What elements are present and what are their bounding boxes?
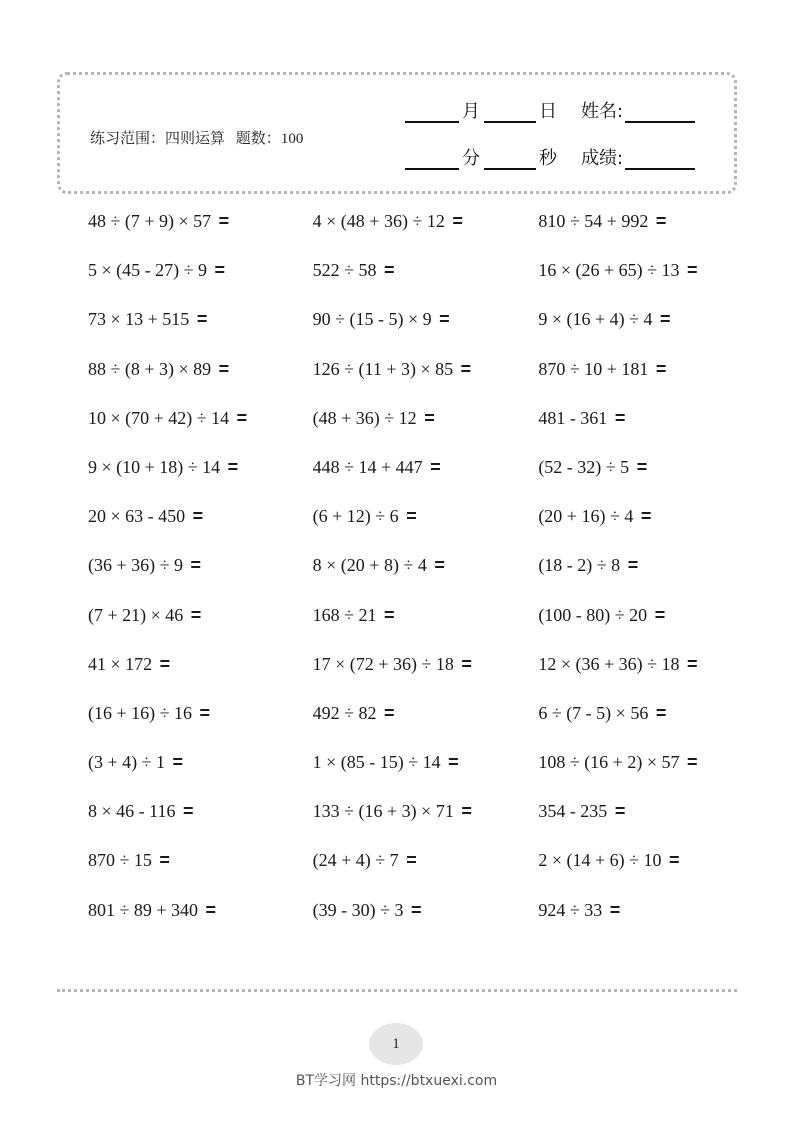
equals-sign: = — [214, 260, 226, 281]
problem-row — [88, 355, 738, 404]
problem-row — [88, 748, 738, 797]
equals-sign: = — [236, 407, 248, 428]
math-problem — [88, 846, 313, 874]
math-problem — [538, 896, 738, 924]
equals-sign: = — [430, 456, 441, 477]
problem-expression: 9 × (16 + 4) ÷ 4 — [538, 309, 653, 330]
problem-row — [88, 207, 738, 256]
math-problem — [88, 699, 313, 727]
equals-sign: = — [434, 555, 445, 576]
problem-expression: 20 × 63 - 450 — [88, 506, 186, 527]
equals-sign: = — [461, 801, 472, 822]
minute-unit: 分 — [462, 148, 480, 169]
site-text: BT学习网 https://btxuexi.com — [295, 1073, 498, 1089]
math-problem — [88, 453, 313, 481]
site-footer — [0, 1070, 793, 1090]
equals-sign: = — [627, 555, 639, 576]
equals-sign: = — [659, 309, 671, 330]
problem-expression: (3 + 4) ÷ 1 — [88, 752, 166, 773]
problem-expression: 108 ÷ (16 + 2) × 57 — [538, 752, 680, 773]
math-problem — [313, 305, 539, 333]
math-problem — [313, 551, 539, 579]
equals-sign: = — [655, 358, 667, 379]
equals-sign: = — [190, 604, 202, 625]
problem-row — [88, 502, 738, 551]
problem-expression: 492 ÷ 82 — [312, 702, 377, 723]
problem-expression: 168 ÷ 21 — [312, 604, 377, 625]
month-blank[interactable] — [405, 103, 459, 123]
problem-expression: (20 + 16) ÷ 4 — [538, 506, 634, 527]
equals-sign: = — [411, 899, 422, 920]
math-problem — [88, 256, 313, 284]
problem-expression: 73 × 13 + 515 — [88, 309, 190, 330]
equals-sign: = — [655, 702, 667, 723]
problem-expression: 8 × (20 + 8) ÷ 4 — [312, 555, 427, 576]
equals-sign: = — [654, 604, 666, 625]
equals-sign: = — [190, 555, 202, 576]
problem-expression: (7 + 21) × 46 — [88, 604, 184, 625]
score-blank[interactable] — [625, 150, 695, 170]
math-problem — [88, 305, 313, 333]
second-blank[interactable] — [484, 150, 536, 170]
problem-expression: 12 × (36 + 36) ÷ 18 — [538, 653, 680, 674]
math-problem — [313, 699, 539, 727]
problem-expression: (100 - 80) ÷ 20 — [538, 604, 648, 625]
equals-sign: = — [636, 456, 648, 477]
name-label: 姓名: — [581, 101, 624, 122]
equals-sign: = — [448, 752, 459, 773]
problem-expression: 133 ÷ (16 + 3) × 71 — [312, 801, 454, 822]
time-score-row — [405, 144, 725, 170]
score-label: 成绩: — [581, 148, 624, 169]
problem-expression: 2 × (14 + 6) ÷ 10 — [538, 850, 662, 871]
problem-expression: (16 + 16) ÷ 16 — [88, 702, 193, 723]
problem-expression: 1 × (85 - 15) ÷ 14 — [312, 752, 441, 773]
equals-sign: = — [439, 309, 450, 330]
problem-expression: 16 × (26 + 65) ÷ 13 — [538, 260, 680, 281]
math-problem — [538, 453, 738, 481]
problem-expression: 448 ÷ 14 + 447 — [312, 456, 423, 477]
problem-row — [88, 797, 738, 846]
math-problem — [313, 748, 539, 776]
month-unit: 月 — [462, 101, 480, 122]
equals-sign: = — [686, 752, 698, 773]
problem-expression: 354 - 235 — [538, 801, 608, 822]
math-problem — [313, 404, 539, 432]
problem-row — [88, 896, 738, 945]
practice-scope — [90, 127, 303, 148]
equals-sign: = — [655, 211, 667, 231]
problem-expression: 9 × (10 + 18) ÷ 14 — [88, 456, 221, 477]
problem-expression: (36 + 36) ÷ 9 — [88, 555, 184, 576]
problem-expression: 870 ÷ 15 — [88, 850, 152, 871]
problem-expression: 5 × (45 - 27) ÷ 9 — [88, 260, 208, 281]
math-problem — [538, 699, 738, 727]
math-problem — [313, 355, 539, 383]
problem-expression: 48 ÷ (7 + 9) × 57 — [88, 211, 212, 231]
equals-sign: = — [199, 702, 211, 723]
math-problem — [538, 256, 738, 284]
equals-sign: = — [406, 850, 417, 871]
math-problem — [313, 453, 539, 481]
math-problem — [88, 896, 313, 924]
math-problem — [538, 355, 738, 383]
problem-expression: (52 - 32) ÷ 5 — [538, 456, 630, 477]
equals-sign: = — [686, 653, 698, 674]
problem-row — [88, 846, 738, 895]
equals-sign: = — [609, 899, 621, 920]
math-problem — [538, 846, 738, 874]
problem-row — [88, 650, 738, 699]
equals-sign: = — [686, 260, 698, 281]
equals-sign: = — [218, 211, 230, 231]
equals-sign: = — [182, 801, 194, 822]
equals-sign: = — [159, 850, 170, 871]
day-unit: 日 — [539, 101, 557, 122]
problem-grid — [88, 207, 738, 945]
problem-expression: 126 ÷ (11 + 3) × 85 — [312, 358, 454, 379]
problem-expression: 924 ÷ 33 — [538, 899, 603, 920]
bottom-divider — [57, 989, 737, 992]
minute-blank[interactable] — [405, 150, 459, 170]
problem-expression: (24 + 4) ÷ 7 — [312, 850, 399, 871]
second-unit: 秒 — [539, 148, 557, 169]
equals-sign: = — [424, 407, 435, 428]
math-problem — [88, 748, 313, 776]
problem-expression: 90 ÷ (15 - 5) × 9 — [312, 309, 432, 330]
math-problem — [538, 601, 738, 629]
equals-sign: = — [460, 358, 472, 379]
math-problem — [88, 355, 313, 383]
math-problem — [538, 797, 738, 825]
math-problem — [538, 305, 738, 333]
problem-expression: 801 ÷ 89 + 340 — [88, 899, 199, 920]
math-problem — [313, 797, 539, 825]
problem-row — [88, 404, 738, 453]
problem-expression: 870 ÷ 10 + 181 — [538, 358, 649, 379]
count-label: 题数： — [235, 129, 281, 147]
math-problem — [538, 404, 738, 432]
equals-sign: = — [205, 899, 217, 920]
equals-sign: = — [218, 358, 230, 379]
math-problem — [88, 207, 313, 235]
problem-expression: 88 ÷ (8 + 3) × 89 — [88, 358, 212, 379]
problem-expression: (18 - 2) ÷ 8 — [538, 555, 621, 576]
problem-expression: 17 × (72 + 36) ÷ 18 — [312, 653, 454, 674]
math-problem — [313, 896, 539, 924]
math-problem — [88, 650, 313, 678]
equals-sign: = — [159, 653, 171, 674]
equals-sign: = — [227, 456, 239, 477]
problem-expression: 4 × (48 + 36) ÷ 12 — [312, 211, 445, 231]
equals-sign: = — [384, 260, 395, 281]
equals-sign: = — [640, 506, 652, 527]
math-problem — [88, 551, 313, 579]
problem-expression: 810 ÷ 54 + 992 — [538, 211, 649, 231]
problem-expression: (48 + 36) ÷ 12 — [312, 407, 417, 428]
equals-sign: = — [196, 309, 208, 330]
count-value: 100 — [280, 131, 304, 147]
equals-sign: = — [384, 702, 395, 723]
problem-row — [88, 699, 738, 748]
equals-sign: = — [406, 506, 417, 527]
math-problem — [313, 650, 539, 678]
math-problem — [538, 207, 738, 235]
date-name-row — [405, 97, 725, 123]
equals-sign: = — [172, 752, 184, 773]
problem-row — [88, 256, 738, 305]
math-problem — [313, 502, 539, 530]
problem-row — [88, 601, 738, 650]
worksheet-header — [57, 72, 737, 194]
math-problem — [538, 748, 738, 776]
math-problem — [313, 207, 539, 235]
problem-expression: (39 - 30) ÷ 3 — [312, 899, 404, 920]
math-problem — [538, 502, 738, 530]
math-problem — [313, 846, 539, 874]
page-number: 1 — [392, 1035, 400, 1052]
equals-sign: = — [192, 506, 204, 527]
student-info-fields — [405, 97, 725, 191]
page-number-badge — [369, 1023, 423, 1065]
problem-row — [88, 551, 738, 600]
math-problem — [88, 404, 313, 432]
math-problem — [313, 601, 539, 629]
equals-sign: = — [614, 801, 626, 822]
problem-row — [88, 305, 738, 354]
math-problem — [313, 256, 539, 284]
problem-expression: 41 × 172 — [88, 653, 153, 674]
math-problem — [88, 502, 313, 530]
equals-sign: = — [614, 407, 626, 428]
problem-expression: 481 - 361 — [538, 407, 608, 428]
day-blank[interactable] — [484, 103, 536, 123]
math-problem — [88, 797, 313, 825]
equals-sign: = — [452, 211, 463, 231]
name-blank[interactable] — [625, 103, 695, 123]
scope-label: 练习范围：四则运算 — [90, 129, 226, 147]
math-problem — [88, 601, 313, 629]
equals-sign: = — [668, 850, 680, 871]
equals-sign: = — [461, 653, 472, 674]
problem-expression: 6 ÷ (7 - 5) × 56 — [538, 702, 649, 723]
equals-sign: = — [384, 604, 395, 625]
problem-expression: 10 × (70 + 42) ÷ 14 — [88, 407, 230, 428]
problem-expression: (6 + 12) ÷ 6 — [312, 506, 399, 527]
math-problem — [538, 650, 738, 678]
problem-expression: 8 × 46 - 116 — [88, 801, 176, 822]
problem-row — [88, 453, 738, 502]
math-problem — [538, 551, 738, 579]
problem-expression: 522 ÷ 58 — [312, 260, 377, 281]
